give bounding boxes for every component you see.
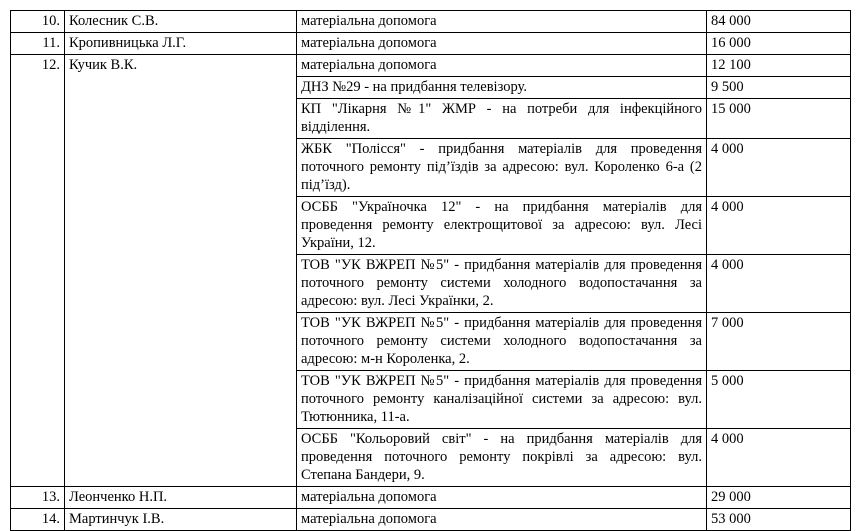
recipient-name: Колесник С.В. [65,11,297,33]
purpose-cell: матеріальна допомога [297,11,707,33]
table-row [11,33,851,55]
purpose-cell: ТОВ "УК ВЖРЕП №5" - придбання матеріалів для проведення поточного ремонту каналізаційної системи за адресою: вул. Тютюнника, 11-а. [297,371,707,429]
table-row [11,509,851,531]
amount-cell: 7 000 [707,313,851,371]
purpose-cell: ДНЗ №29 - на придбання телевізору. [297,77,707,99]
purpose-cell: КП "Лікарня №1" ЖМР - на потреби для інфекційного відділення. [297,99,707,139]
amount-cell: 53 000 [707,509,851,531]
table-row [11,55,851,77]
amount-cell: 29 000 [707,487,851,509]
recipient-name: Мартинчук І.В. [65,509,297,531]
purpose-cell: матеріальна допомога [297,487,707,509]
row-number: 13. [11,487,65,509]
purpose-cell: матеріальна допомога [297,55,707,77]
row-number: 14. [11,509,65,531]
amount-cell: 12 100 [707,55,851,77]
purpose-cell: ЖБК "Полісся" - придбання матеріалів для проведення поточного ремонту під’їздів за адресою: вул. Короленко 6-а (2 під’їзд). [297,139,707,197]
purpose-cell: матеріальна допомога [297,33,707,55]
recipient-name: Леонченко Н.П. [65,487,297,509]
purpose-cell: матеріальна допомога [297,509,707,531]
recipient-name: Кропивницька Л.Г. [65,33,297,55]
purpose-cell: ОСББ "Кольоровий світ" - на придбання матеріалів для проведення поточного ремонту покрівлі за адресою: вул. Степана Бандери, 9. [297,429,707,487]
allocation-table [10,10,851,531]
row-number: 10. [11,11,65,33]
amount-cell: 4 000 [707,429,851,487]
amount-cell: 5 000 [707,371,851,429]
amount-cell: 4 000 [707,139,851,197]
amount-cell: 84 000 [707,11,851,33]
amount-cell: 4 000 [707,197,851,255]
recipient-name: Кучик В.К. [65,55,297,487]
row-number: 12. [11,55,65,487]
row-number: 11. [11,33,65,55]
table-row [11,487,851,509]
amount-cell: 16 000 [707,33,851,55]
purpose-cell: ТОВ "УК ВЖРЕП №5" - придбання матеріалів для проведення поточного ремонту системи холодного водопостачання за адресою: вул. Лесі Українки, 2. [297,255,707,313]
purpose-cell: ТОВ "УК ВЖРЕП №5" - придбання матеріалів для проведення поточного ремонту системи холодного водопостачання за адресою: м-н Короленка, 2. [297,313,707,371]
purpose-cell: ОСББ "Україночка 12" - на придбання матеріалів для проведення ремонту електрощитової за адресою: вул. Лесі України, 12. [297,197,707,255]
table-row [11,11,851,33]
amount-cell: 9 500 [707,77,851,99]
allocation-table-body [11,11,851,531]
amount-cell: 15 000 [707,99,851,139]
amount-cell: 4 000 [707,255,851,313]
